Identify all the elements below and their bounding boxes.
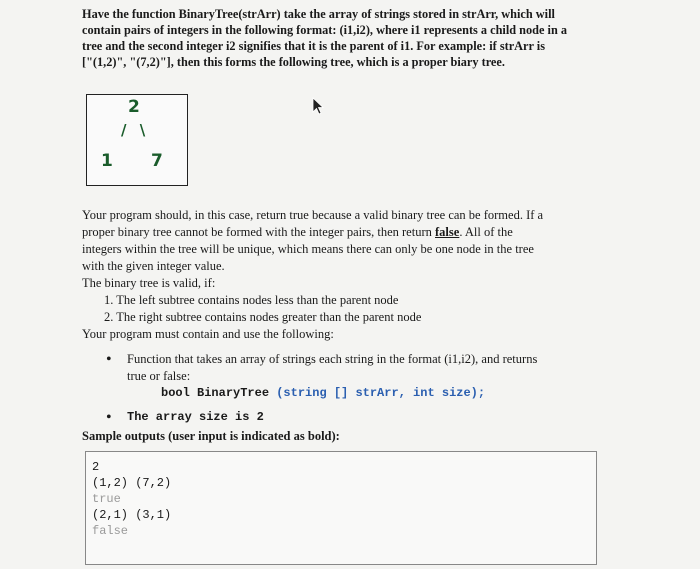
function-description-line-2: true or false: bbox=[127, 369, 191, 383]
bullet-icon: • bbox=[106, 351, 112, 368]
tree-branches: / \ bbox=[121, 121, 150, 139]
intro-line-1: Have the function BinaryTree(strArr) take the array of strings stored in strArr, which will bbox=[82, 7, 555, 21]
false-keyword: false bbox=[435, 225, 460, 239]
intro-line-3: tree and the second integer i2 signifies that it is the parent of i1. For example: if strArr is bbox=[82, 39, 546, 53]
tree-right-node: 7 bbox=[151, 151, 163, 171]
sample-line-3: true bbox=[92, 492, 121, 506]
tree-left-node: 1 bbox=[101, 151, 113, 171]
body-line-2: proper binary tree cannot be formed with the integer pairs, then return false. All of the bbox=[82, 225, 513, 239]
sample-output-box bbox=[85, 451, 597, 565]
valid-heading: The binary tree is valid, if: bbox=[82, 276, 216, 290]
rule-2: 2. The right subtree contains nodes greater than the parent node bbox=[104, 310, 422, 324]
rule-1: 1. The left subtree contains nodes less than the parent node bbox=[104, 293, 399, 307]
body-line-4: with the given integer value. bbox=[82, 259, 225, 273]
body-line-1: Your program should, in this case, return true because a valid binary tree can be formed. If a bbox=[82, 208, 544, 222]
sample-line-5: false bbox=[92, 524, 129, 538]
array-size-note: The array size is 2 bbox=[127, 410, 264, 424]
function-signature: bool BinaryTree (string [] strArr, int size); bbox=[161, 386, 486, 400]
must-contain-heading: Your program must contain and use the following: bbox=[82, 327, 334, 341]
tree-root-node: 2 bbox=[128, 97, 140, 117]
intro-paragraph bbox=[82, 6, 602, 70]
intro-line-2: contain pairs of integers in the following format: (i1,i2), where i1 represents a child node in a bbox=[82, 23, 568, 37]
function-description-line-1: Function that takes an array of strings each string in the format (i1,i2), and returns bbox=[127, 352, 538, 366]
tree-diagram bbox=[86, 94, 188, 186]
mouse-cursor-icon bbox=[312, 97, 326, 115]
sample-outputs-heading: Sample outputs (user input is indicated as bold): bbox=[82, 429, 340, 443]
body-line-3: integers within the tree will be unique, which means there can only be one node in the tree bbox=[82, 242, 534, 256]
sample-line-1: 2 bbox=[92, 460, 100, 474]
sample-line-4: (2,1) (3,1) bbox=[92, 508, 172, 522]
sample-line-2: (1,2) (7,2) bbox=[92, 476, 172, 490]
bullet-icon: • bbox=[106, 409, 112, 426]
intro-line-4: ["(1,2)", "(7,2)"], then this forms the following tree, which is a proper biary tree. bbox=[82, 55, 505, 69]
